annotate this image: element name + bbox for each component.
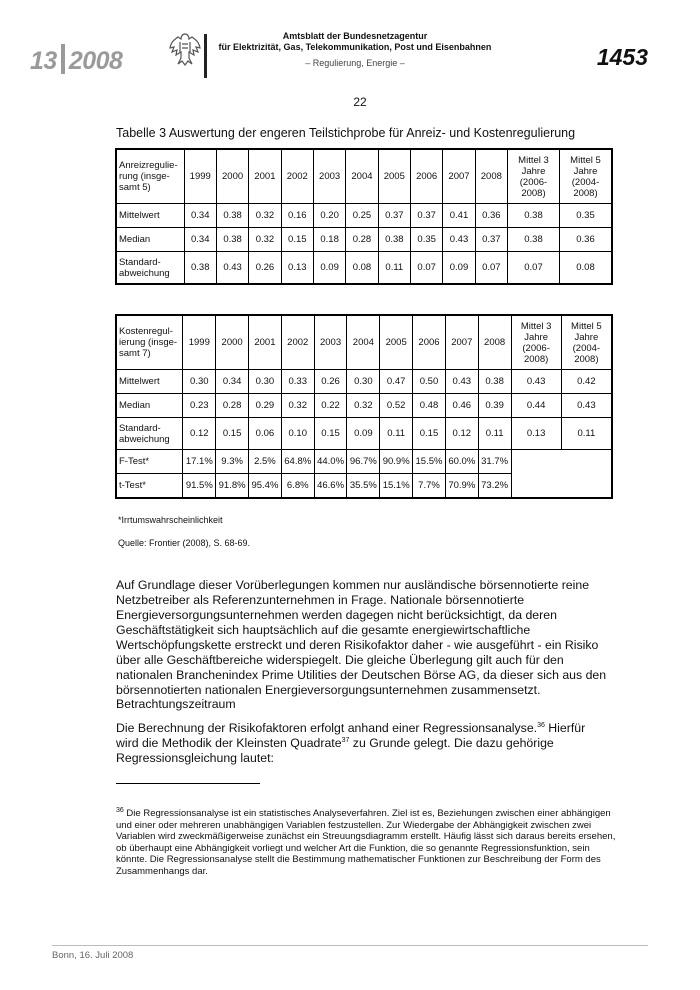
issue-year: 2008 [68,47,123,75]
table-cell: 0.22 [314,394,347,418]
footnote-number: 36 [116,806,124,814]
table-cell: 0.38 [478,370,511,394]
incentive-regulation-table [116,149,612,284]
table-cell: 2007 [445,316,478,370]
table-cell: 0.44 [511,394,561,418]
footer-date: Bonn, 16. Juli 2008 [52,950,134,961]
gazette-subtitle: für Elektrizität, Gas, Telekommunikation, Post und Eisenbahnen [218,42,492,52]
table-cell: 0.28 [346,228,378,252]
footnote-36 [116,808,616,877]
gazette-section: – Regulierung, Energie – [305,58,405,68]
table-cell: 0.34 [216,370,249,394]
table-cell: 0.10 [281,418,314,450]
table-cell: 2.5% [249,450,282,474]
table-cell: 0.43 [445,370,478,394]
table-cell: 0.39 [478,394,511,418]
table-cell: Mittel 3 Jahre (2006-2008) [508,150,560,204]
table-cell: 0.12 [183,418,216,450]
table-cell: 0.09 [347,418,380,450]
table-cell: 0.15 [413,418,446,450]
document-page-marker: 22 [353,95,367,109]
table-cell: 2008 [478,316,511,370]
table-cell: 2006 [410,150,442,204]
table-cell: 0.36 [475,204,507,228]
table-cell: 0.38 [184,252,216,284]
table-cell: 15.5% [413,450,446,474]
cost-regulation-table [116,315,612,498]
table-cell: 0.30 [183,370,216,394]
table-cell: 64.8% [281,450,314,474]
table-cell: 0.07 [508,252,560,284]
footnote-ref-36[interactable]: 36 [537,721,545,729]
table-cell: 0.41 [443,204,475,228]
table-cell: 0.16 [281,204,313,228]
table-cell: 0.38 [508,204,560,228]
table-cell: 7.7% [413,474,446,498]
table-cell: 0.15 [314,418,347,450]
table-cell: 2001 [249,150,281,204]
table-cell: Median [117,394,183,418]
table-cell: 0.18 [313,228,345,252]
table-row [117,204,612,228]
table-source: Quelle: Frontier (2008), S. 68-69. [118,538,251,548]
table-cell: 0.25 [346,204,378,228]
table-cell: 60.0% [445,450,478,474]
table-cell: F-Test* [117,450,183,474]
table-cell: 0.12 [445,418,478,450]
table-cell: 2002 [281,150,313,204]
table-cell: 0.29 [249,394,282,418]
table-cell: Mittelwert [117,204,185,228]
table-cell: 2004 [347,316,380,370]
table-header-row [117,150,612,204]
paragraph-regression-part3: zu Grunde gelegt. Die dazu gehörige Regressionsgleichung lautet: [116,736,554,765]
paragraph-regression [116,721,608,766]
table-cell: 90.9% [380,450,413,474]
table-cell: 0.09 [443,252,475,284]
error-probability-note: *Irrtumswahrscheinlichkeit [118,515,223,525]
table-cell: 0.11 [561,418,611,450]
table-cell: Standard-abweichung [117,418,183,450]
table-cell: 2008 [475,150,507,204]
table-cell: 0.11 [478,418,511,450]
table-cell: 0.08 [346,252,378,284]
table-cell: 0.35 [559,204,611,228]
table-cell: 0.42 [561,370,611,394]
table-cell: 1999 [183,316,216,370]
table-cell: 0.15 [216,418,249,450]
table-cell: 0.43 [216,252,248,284]
table-cell: 0.28 [216,394,249,418]
table-cell: 0.15 [281,228,313,252]
table-cell: 0.33 [281,370,314,394]
table-row [117,228,612,252]
paragraph-reference-companies: Auf Grundlage dieser Vorüberlegungen kommen nur ausländische börsennotierte reine Netzbetreiber als Referenzunternehmen in Frage. Nationale börsennotierte Energieversorgungsunternehmen werden dagegen nicht berücksichtigt, da deren Geschäftstätigkeit sich hauptsächlich auf die gesamte energiewirtschaftliche Wertschöpfungskette erstreckt und deren Risikofaktor daher - wie ausgeführt - ein Risiko über alle Geschäftbereiche widerspiegelt. Die gleiche Überlegung gilt auch für den nationalen Branchenindex Prime Utilities der Deutschen Börse AG, da dieser sich aus den börsennotierten nationalen Energieversorgungsunternehmen zusammensetzt. [116,578,607,697]
table-empty-cell [511,450,611,498]
table-cell: 0.37 [475,228,507,252]
table-cell: 2006 [413,316,446,370]
table-cell: 0.13 [511,418,561,450]
table-cell: 31.7% [478,450,511,474]
footer-divider [52,945,648,946]
table-cell: 0.43 [511,370,561,394]
table-cell: 0.34 [184,228,216,252]
table-cell: Anreizregulie-rung (insge-samt 5) [117,150,185,204]
table-cell: 0.43 [561,394,611,418]
table-test-row [117,450,612,474]
table-cell: 0.32 [281,394,314,418]
table-cell: 0.46 [445,394,478,418]
table-row [117,370,612,394]
table-cell: 9.3% [216,450,249,474]
table-cell: 0.32 [249,204,281,228]
table-cell: 46.6% [314,474,347,498]
issue-number [30,44,122,76]
table-row [117,252,612,284]
table-cell: t-Test* [117,474,183,498]
table-cell: 0.47 [380,370,413,394]
table-cell: 91.5% [183,474,216,498]
table-cell: 0.26 [314,370,347,394]
table-cell: 0.38 [216,204,248,228]
table-cell: 0.32 [249,228,281,252]
table-cell: 0.07 [475,252,507,284]
table-cell: 2004 [346,150,378,204]
table-cell: 0.38 [378,228,410,252]
table-cell: 0.09 [313,252,345,284]
section-heading: Betrachtungszeitraum [116,697,236,711]
table-cell: 0.26 [249,252,281,284]
table-cell: Mittel 3 Jahre (2006-2008) [511,316,561,370]
footnote-ref-37[interactable]: 37 [341,736,350,744]
table-cell: 0.11 [380,418,413,450]
table-cell: 0.50 [413,370,446,394]
table-cell: 0.20 [313,204,345,228]
footnote-text: Die Regressionsanalyse ist ein statistisches Analyseverfahren. Ziel ist es, Beziehungen zwischen einer abhängigen und einer oder mehreren unabhängigen Variablen festzustellen. Zur Wiedergabe der Abhängigkeit zwischen zwei Variablen wird zweckmäßigerweise zunächst ein Streuungsdiagramm erstellt. Häufig lässt sich daraus bereits ersehen, ob überhaupt eine Abhängigkeit vorliegt und welcher Art die Funktion, die so genannte Regressionsfunktion, sein könnte. Die Regressionsanalyse stellt die Bestimmung mathematischer Funktionen zur Beschreibung der Form des Zusammenhangs dar. [116,808,616,877]
table-cell: 0.06 [249,418,282,450]
table-cell: 2003 [314,316,347,370]
footnote-separator [116,783,260,784]
table-cell: 0.35 [410,228,442,252]
table-cell: 0.48 [413,394,446,418]
table-cell: 2002 [281,316,314,370]
paragraph-regression-part2: Hierfür wird die Methodik der Kleinsten Quadrate [116,721,586,750]
table-cell: Mittel 5 Jahre (2004-2008) [561,316,611,370]
table-row [117,394,612,418]
table-cell: 0.11 [378,252,410,284]
table-cell: 2001 [249,316,282,370]
table-cell: 6.8% [281,474,314,498]
issue-number-value: 13 [30,47,57,75]
table-cell: 17.1% [183,450,216,474]
table-cell: 73.2% [478,474,511,498]
table-cell: Mittel 5 Jahre (2004-2008) [559,150,611,204]
table-cell: Mittelwert [117,370,183,394]
table-cell: 2000 [216,316,249,370]
table-cell: Median [117,228,185,252]
table-cell: 1999 [184,150,216,204]
table-cell: 95.4% [249,474,282,498]
table-row [117,418,612,450]
table-cell: 0.30 [249,370,282,394]
table-cell: 2003 [313,150,345,204]
table-cell: 15.1% [380,474,413,498]
table-cell: 91.8% [216,474,249,498]
table-cell: 0.37 [410,204,442,228]
issue-divider [61,44,65,74]
table-cell: 0.34 [184,204,216,228]
table-cell: 0.32 [347,394,380,418]
gazette-title: Amtsblatt der Bundesnetzagentur [282,31,428,41]
table-cell: 0.38 [216,228,248,252]
table-cell: Kostenregul-ierung (insge-samt 7) [117,316,183,370]
table-cell: 0.36 [559,228,611,252]
table-cell: 2007 [443,150,475,204]
table-cell: 0.23 [183,394,216,418]
table-cell: 0.30 [347,370,380,394]
table-cell: 0.38 [508,228,560,252]
table-cell: 96.7% [347,450,380,474]
table-cell: 0.08 [559,252,611,284]
table-cell: 2005 [380,316,413,370]
page-number: 1453 [596,44,648,70]
table-cell: 44.0% [314,450,347,474]
table-cell: 0.52 [380,394,413,418]
table-cell: Standard-abweichung [117,252,185,284]
table-caption: Tabelle 3 Auswertung der engeren Teilstichprobe für Anreiz- und Kostenregulierung [116,126,576,140]
table-cell: 0.13 [281,252,313,284]
table-cell: 2005 [378,150,410,204]
table-cell: 0.07 [410,252,442,284]
table-header-row [117,316,612,370]
table-cell: 35.5% [347,474,380,498]
table-cell: 0.37 [378,204,410,228]
paragraph-regression-part1: Die Berechnung der Risikofaktoren erfolgt anhand einer Regressionsanalyse. [116,721,538,735]
table-cell: 2000 [216,150,248,204]
table-cell: 70.9% [445,474,478,498]
table-cell: 0.43 [443,228,475,252]
